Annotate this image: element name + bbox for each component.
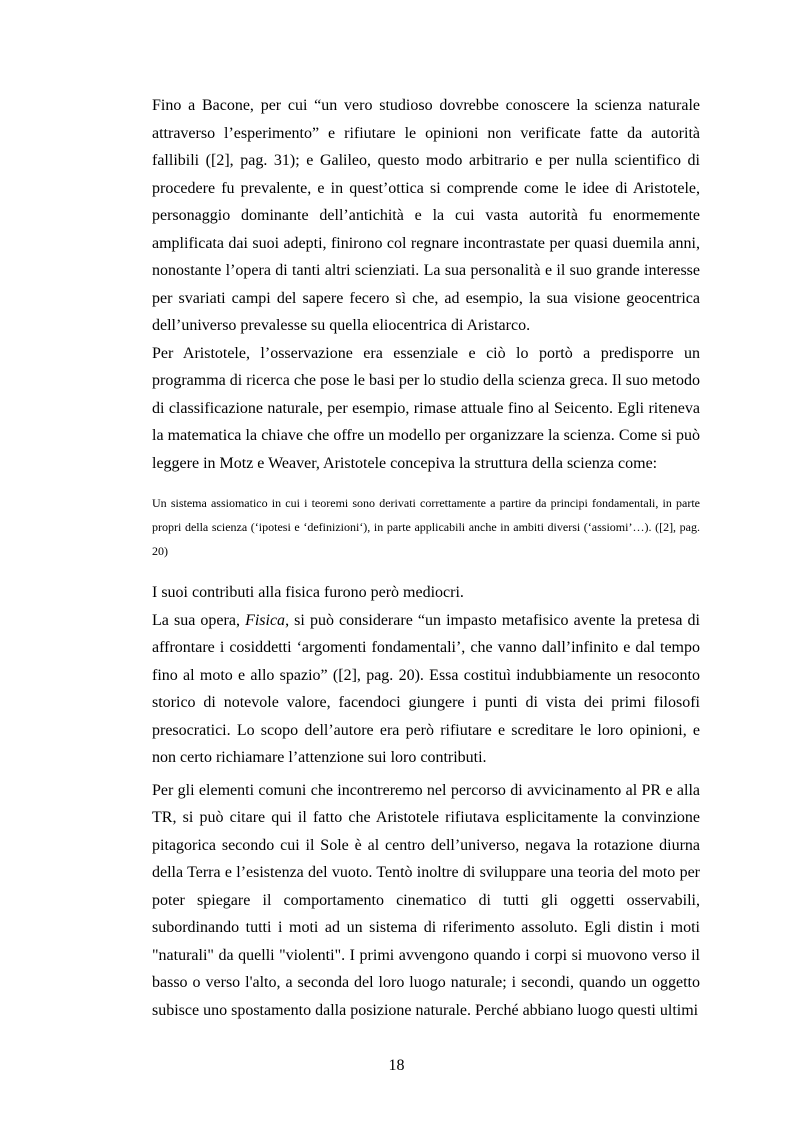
paragraph-elementi-comuni: Per gli elementi comuni che incontreremo nel percorso di avvicinamento al PR e alla TR, si può citare qui il fatto che Aristotele rifiutava esplicitamente la convinzione pitagorica secondo cui il Sole è al centro dell’universo, negava la rotazione diurna della Terra e l’esistenza del vuoto. Tentò inoltre di sviluppare una teoria del moto per poter spiegare il comportamento cinematico di tutti gli oggetti osservabili, subordinando tutti i moti ad un sistema di riferimento assoluto. Egli distin i moti "naturali" da quelli "violenti". I primi avvengono quando i corpi si muovono verso il basso o verso l'alto, a seconda del loro luogo naturale; i secondi, quando un oggetto subisce uno spostamento dalla posizione naturale. Perché abbiano luogo questi ultimi [152,781,700,1019]
paragraph-aristotele-osservazione: Per Aristotele, l’osservazione era essenziale e ciò lo portò a predisporre un programma di ricerca che pose le basi per lo studio della scienza greca. Il suo metodo di classificazione naturale, per esempio, rimase attuale fino al Seicento. Egli riteneva la matematica la chiave che offre un modello per organizzare la scienza. Come si può leggere in Motz e Weaver, Aristotele concepiva la struttura della scienza come: [152,344,700,472]
book-title-fisica: Fisica [245,611,286,629]
document-body [152,92,700,1024]
page-number: 18 [388,1057,405,1074]
paragraph-opera-fisica [152,607,700,772]
paragraph-contributi-fisica: I suoi contributi alla fisica furono però mediocri. [152,584,464,601]
paragraph-bacone: Fino a Bacone, per cui “un vero studioso dovrebbe conoscere la scienza naturale attraverso l’esperimento” e rifiutare le opinioni non verificate fatte da autorità fallibili ([2], pag. 31); e Galileo, questo modo arbitrario e per nulla scientifico di procedere fu prevalente, e in quest’ottica si comprende come le idee di Aristotele, personaggio dominante dell’antichità e la cui vasta autorità fu enormemente amplificata dai suoi adepti, finirono col regnare incontrastate per quasi duemila anni, nonostante l’opera di tanti altri scienziati. La sua personalità e il suo grande interesse per svariati campi del sapere fecero sì che, ad esempio, la sua visione geocentrica dell’universo prevalesse su quella eliocentrica di Aristarco. [152,97,700,334]
paragraph-opera-fisica-intro: La sua opera, [152,611,246,629]
paragraph-opera-fisica-body: , si può considerare “un impasto metafisico avente la pretesa di affrontare i cosiddetti ‘argomenti fondamentali’, che vanno dall’infinito e dal tempo fino al moto e allo spazio” ([2], pag. 20). Essa costituì indubbiamente un resoconto storico di notevole valore, facendoci giungere i punti di vista dei primi filosofi presocratici. Lo scopo dell’autore era però rifiutare e screditare le loro opinioni, e non certo richiamare l’attenzione sui loro contributi. [152,611,701,766]
block-quote: Un sistema assiomatico in cui i teoremi sono derivati correttamente a partire da principi fondamentali, in parte propri della scienza (‘ipotesi e ‘definizioni‘), in parte applicabili anche in ambiti diversi (‘assiomi’…). ([2], pag. 20) [152,496,700,558]
